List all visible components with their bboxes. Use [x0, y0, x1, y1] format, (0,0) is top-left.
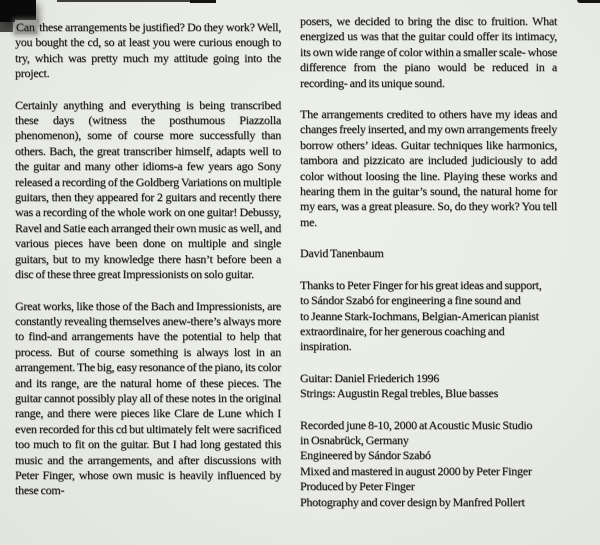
paragraph-great-works: Great works, like those of the Bach and Impressionists, are constantly revealing themselves anew-there’s always more to find-and arrangements have the potential to help that process. But of course something is always lost in an arrangement. The big, easy resonance of the piano, its color and its range, are the natural home of these pieces. The guitar cannot possibly play all of these notes in the original range, and there were pieces like Clare de Lune which I even recorded for this cd but ultimately felt were sacrificed too much to fit on the guitar. But I had long gestated this music and the arrangements, and after discussions with Peter Finger, whose own music is heavily influenced by these com-	[15, 298, 281, 498]
credit-line: Engineered by Sándor Szabó	[300, 448, 431, 463]
right-text-column	[300, 14, 557, 510]
thanks-line: inspiration.	[300, 339, 352, 354]
paragraph-fruition: posers, we decided to bring the disc to fruition. What energized us was that the guitar could offer its intimacy, its own wide range of color within a smaller scale- whose difference from the piano would be reduced in a recording- and its unique sound.	[300, 14, 557, 90]
paragraph-arrangements-credited: The arrangements credited to others have my ideas and changes freely inserted, and my own arrangements freely borrow others’ ideas. Guitar techniques like harmonics, tambora and pizzicato are included judiciously to add color without loosing the line. Playing these works and hearing them in the guitar’s sound, the natural home for my ears, was a great pleasure. So, do they work? You tell me.	[300, 107, 557, 229]
scan-edge-line	[57, 0, 193, 2]
equipment-line: Guitar: Daniel Friederich 1996	[300, 370, 439, 385]
thanks-line: Thanks to Peter Finger for his great ideas and support,	[300, 277, 542, 292]
paragraph-intro-text: these arrangements be justified? Do they work? Well, you bought the cd, so at least you were curious enough to try, which was pretty much my attitude going into the project.	[15, 20, 282, 81]
thanks-line: to Sándor Szabó for engineering a fine sound and	[300, 293, 521, 308]
credit-line: in Osnabrück, Germany	[300, 432, 409, 447]
recording-credits	[300, 418, 557, 510]
thanks-line: extraordinaire, for her generous coaching and	[300, 323, 505, 338]
first-word-highlight: Can	[16, 20, 35, 34]
credit-line: Recorded june 8-10, 2000 at Acoustic Music Studio	[300, 417, 533, 432]
corner-ink-mark	[0, 0, 36, 22]
paragraph-transcriptions: Certainly anything and everything is being transcribed these days (witness the posthumous Piazzolla phenomenon), some of course more successfully than others. Bach, the great transcriber himself, adapts well to the guitar and many other idioms-a few years ago Sony released a recording of the Goldberg Variations on multiple guitars, then they appeared for 2 guitars and recently there was a recording of the whole work on one guitar! Debussy, Ravel and Satie each arranged their own music as well, and various pieces have been done on multiple and single guitars, but to my knowledge there hasn’t before been a disc of these three great Impressionists on solo guitar.	[15, 97, 281, 282]
corner-scan-mark	[577, 0, 600, 3]
paragraph-intro	[15, 20, 281, 82]
thanks-line: to Jeanne Stark-Iochmans, Belgian-American pianist	[300, 308, 539, 323]
scan-edge-line	[190, 0, 216, 3]
credit-line: Produced by Peter Finger	[300, 479, 415, 494]
equipment-line: Strings: Augustin Regal trebles, Blue basses	[300, 386, 498, 401]
credit-line: Mixed and mastered in august 2000 by Peter Finger	[300, 463, 532, 478]
signature-author-name: David Tanenbaum	[300, 246, 384, 261]
guitar-strings-info	[300, 371, 557, 402]
left-text-column	[15, 20, 281, 499]
credit-line: Photography and cover design by Manfred Pollert	[300, 494, 525, 509]
thanks-note	[300, 278, 557, 355]
